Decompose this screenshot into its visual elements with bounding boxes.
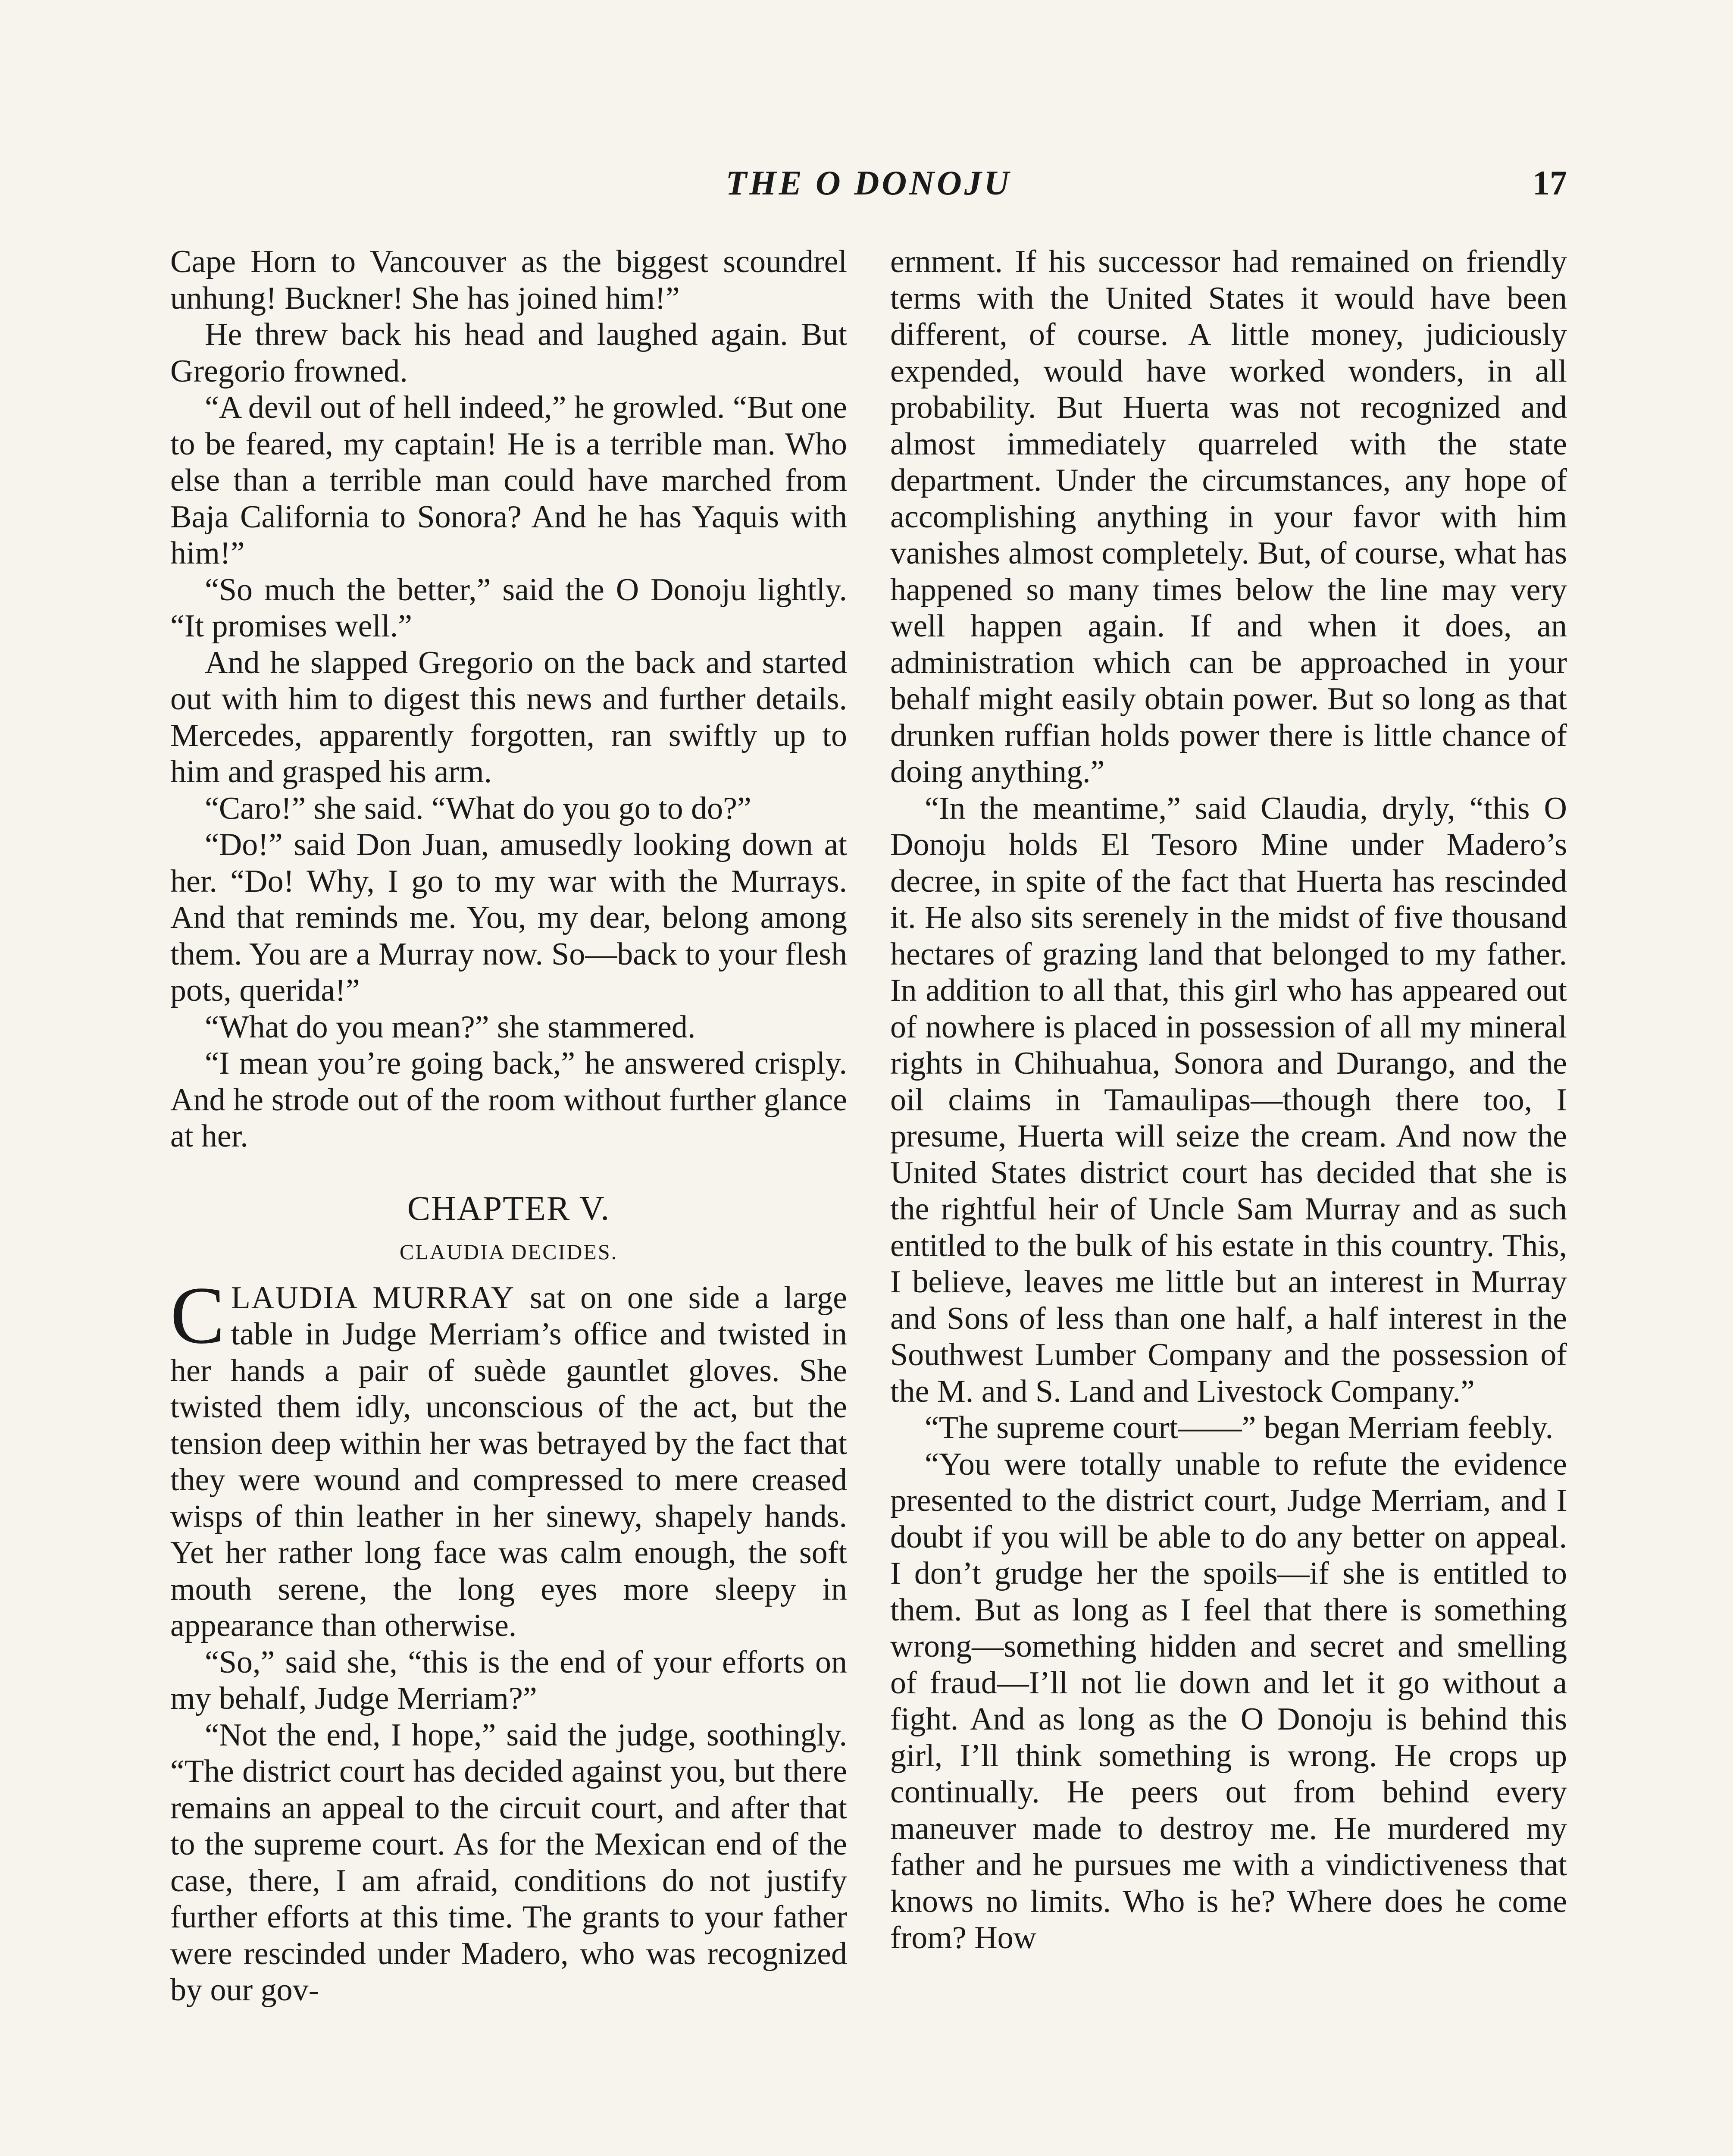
paragraph: He threw back his head and laughed again. But Gregorio frowned. (170, 317, 847, 389)
paragraph: “So much the better,” said the O Donoju lightly. “It promises well.” (170, 572, 847, 644)
paragraph: “What do you mean?” she stammered. (205, 1009, 696, 1045)
dropcap-letter: C (170, 1270, 225, 1361)
chapter-subtitle: CLAUDIA DECIDES. (399, 1239, 618, 1264)
paragraph: And he slapped Gregorio on the back and started out with him to digest this news and further details. Mercedes, apparently forgotten, ran swiftly up to him and grasped his arm. (170, 645, 847, 790)
left-column-paragraphs-after-chapter (170, 1644, 847, 2009)
left-column-paragraphs-before-chapter (170, 244, 847, 1155)
dropcap-paragraph (170, 1270, 847, 1644)
paragraph: “I mean you’re going back,” he answered crisply. And he strode out of the room without further glance at her. (170, 1046, 847, 1154)
dropcap-paragraph-text: sat on one side a large table in Judge Merriam’s office and twisted in her hands a pair of suède gauntlet gloves. She twisted them idly, unconscious of the act, but the tension deep within her was betrayed by the fact that they were wound and compressed to mere creased wisps of thin leather in her sinewy, shapely hands. Yet her rather long face was calm enough, the soft mouth serene, the long eyes more sleepy in appearance than otherwise. (170, 1280, 847, 1643)
left-column (170, 244, 847, 2009)
paragraph: “The supreme court——” began Merriam feebly. (925, 1410, 1554, 1445)
paragraph: Cape Horn to Vancouver as the biggest scoundrel unhung! Buckner! She has joined him!” (170, 244, 847, 316)
paragraph: “So,” said she, “this is the end of your efforts on my behalf, Judge Merriam?” (170, 1644, 847, 1716)
right-column (890, 244, 1567, 1956)
dropcap-lead-text: LAUDIA MURRAY (231, 1280, 515, 1316)
paragraph: “A devil out of hell indeed,” he growled. “But one to be feared, my captain! He is a terrible man. Who else than a terrible man could have marched from Baja California to Sonora? And he has Yaquis with him!” (170, 390, 847, 571)
right-column-paragraphs (890, 244, 1567, 1956)
page-number: 17 (1533, 164, 1567, 202)
chapter-heading: CHAPTER V. (407, 1189, 610, 1228)
paragraph: “Caro!” she said. “What do you go to do?” (205, 790, 751, 826)
paragraph: “In the meantime,” said Claudia, dryly, “this O Donoju holds El Tesoro Mine under Madero’s decree, in spite of the fact that Huerta has rescinded it. He also sits serenely in the midst of five thousand hectares of grazing land that belonged to my father. In addition to all that, this girl who has appeared out of nowhere is placed in possession of all my mineral rights in Chihuahua, Sonora and Durango, and the oil claims in Tamaulipas—though there too, I presume, Huerta will seize the cream. And now the United States district court has decided that she is the rightful heir of Uncle Sam Murray and as such entitled to the bulk of his estate in this country. This, I believe, leaves me little but an interest in Murray and Sons of less than one half, a half interest in the Southwest Lumber Company and the possession of the M. and S. Land and Livestock Company.” (890, 790, 1567, 1409)
paragraph: “Not the end, I hope,” said the judge, soothingly. “The district court has decided against you, but there remains an appeal to the circuit court, and after that to the supreme court. As for the Mexican end of the case, there, I am afraid, conditions do not justify further efforts at this time. The grants to your father were rescinded under Madero, who was recognized by our gov- (170, 1717, 847, 2008)
running-header (170, 164, 1567, 216)
paragraph: ernment. If his successor had remained on friendly terms with the United States it would have been different, of course. A little money, judiciously expended, would have worked wonders, in all probability. But Huerta was not recognized and almost immediately quarreled with the state department. Under the circumstances, any hope of accomplishing anything in your favor with him vanishes almost completely. But, of course, what has happened so many times below the line may very well happen again. If and when it does, an administration which can be approached in your behalf might easily obtain power. But so long as that drunken ruffian holds power there is little chance of doing anything.” (890, 244, 1567, 790)
paragraph: “Do!” said Don Juan, amusedly looking down at her. “Do! Why, I go to my war with the Murrays. And that reminds me. You, my dear, belong among them. You are a Murray now. So—back to your flesh pots, querida!” (170, 827, 847, 1008)
running-title: THE O DONOJU (726, 164, 1012, 202)
paragraph: “You were totally unable to refute the evidence presented to the district court, Judge Merriam, and I doubt if you will be able to do any better on appeal. I don’t grudge her the spoils—if she is entitled to them. But as long as I feel that there is something wrong—something hidden and secret and smelling of fraud—I’ll not lie down and let it go without a fight. And as long as the O Donoju is behind this girl, I’ll think something is wrong. He crops up continually. He peers out from behind every maneuver made to destroy me. He murdered my father and he pursues me with a vindictiveness that knows no limits. Who is he? Where does he come from? How (890, 1446, 1567, 1955)
